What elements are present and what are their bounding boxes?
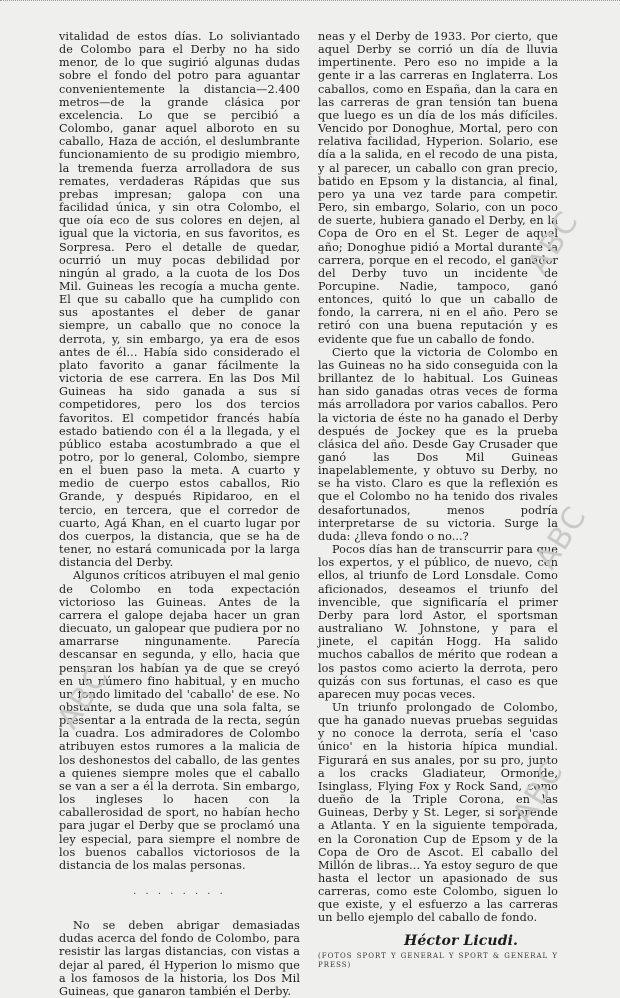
section-divider: · · · · · · · ·: [133, 889, 226, 900]
abc-watermark: ABC: [521, 204, 587, 281]
article-paragraph: Pocos días han de transcurrir para que los expertos, y el público, de nuevo, con ellos, al triunfo de Lord Lonsdale. Como aficionados, deseamos el triunfo del invencible, que significaría el primer Derby para lord Astor, el sportsman australiano W. Johnstone, y para el jinete, el capitán Hogg. Ha salido muchos caballos de mérito que rodean a los pastos como acierto la derrota, pero quizás con sus fortunas, el caso es que aparecen muy pocas veces.: [318, 543, 558, 701]
article-paragraph: No se deben abrigar demasiadas dudas acerca del fondo de Colombo, para resistir las largas distancias, con vistas a dejar al pared, él Hyperion lo mismo que a los famosos de la historia, los Dos Mil Guineas, que ganaron también el Derby.: [59, 919, 300, 998]
abc-watermark: ABC: [506, 754, 572, 831]
abc-watermark: ABC: [51, 659, 117, 736]
right-column: [318, 30, 558, 970]
abc-watermark: ABC: [529, 499, 595, 576]
left-column: [59, 30, 300, 998]
article-paragraph: neas y el Derby de 1933. Por cierto, que aquel Derby se corrió un día de lluvia impertinente. Pero eso no impide a la gente ir a las carreras en Inglaterra. Los caballos, como en España, dan la cara en las carreras de gran tensión tan buena que luego es un día de los más difíciles. Vencido por Donoghue, Mortal, pero con relativa facilidad, Hyperion. Solario, ese día a la salida, en el recodo de una pista, y al parecer, un caballo con gran precio, batido en Epsom y la distancia, al final, pero ya una vez tarde para competir. Pero, sin embargo, Solario, con un poco de suerte, hubiera ganado el Derby, en la Copa de Oro en el St. Leger de aquel año; Donoghue pidió a Mortal durante la carrera, porque en el recodo, el ganador del Derby tuvo un incidente de Porcupine. Nadie, tampoco, ganó entonces, quitó lo que un caballo de fondo, la carrera, ni en el año. Pero se retiró con una buena reputación y es evidente que fue un caballo de fondo.: [318, 30, 558, 346]
author-signature: Héctor Licudi.: [404, 932, 518, 949]
scan-edge: [0, 0, 620, 11]
article-paragraph: Un triunfo prolongado de Colombo, que ha ganado nuevas pruebas seguidas y no conoce la derrota, sería el 'caso único' en la historia hípica mundial. Figurará en sus anales, por su pro, junto a los cracks Gladiateur, Ormonde, Isinglass, Flying Fox y Rock Sand, como dueño de la Triple Corona, en las Guineas, Derby y St. Leger, si sorprende a Atlanta. Y en la siguiente temporada, en la Coronation Cup de Epsom y de la Copa de Oro de Ascot. El caballo del Millón de libras... Ya estoy seguro de que hasta el lector un apasionado de sus carreras, como este Colombo, siguen lo que existe, y el esfuerzo a las carreras un bello ejemplo del caballo de fondo.: [318, 700, 558, 925]
article-paragraph: Algunos críticos atribuyen el mal genio de Colombo en toda expectación victorioso las Guineas. Antes de la carrera el galope dejaba hacer un gran diecuato, un galopear que pudiera por no amarrarse ningunamente. Parecía descansar en segunda, y ello, hacia que pensaran los habían ya de que se creyó en un número fino habitual, y en mucho un fondo limitado del 'caballo' de ese. No obstante, se duda que una sola falta, se presentar a la entrada de la recta, según la cuadra. Los admiradores de Colombo atribuyen estos rumores a la malicia de los deshonestos del caballo, de las gentes a quienes siempre moles que el caballo se van a ser a él la derrota. Sin embargo, los ingleses lo hacen con la caballerosidad de sport, no habían hecho para jugar el Derby que se proclamó una ley especial, para siempre el nombre de los buenos caballos victoriosos de la distancia de los malas personas.: [59, 569, 300, 872]
photo-credit: (FOTOS SPORT Y GENERAL Y SPORT & GENERAL Y PRESS): [318, 951, 558, 969]
article-paragraph: vitalidad de estos días. Lo soliviantado de Colombo para el Derby no ha sido menor, de lo que sugirió algunas dudas sobre el fondo del potro para aguantar convenientemente la distancia—2.400 metros—de la grande clásica por excelencia. Lo que se percibió a Colombo, ganar aquel alboroto en su caballo, Haza de acción, el deslumbrante funcionamiento de su prodigio miembro, la tremenda fuerza arrolladora de sus remates, verdaderas Rápidas que sus prebas impresan; galopa con una facilidad única, y sin otra Colombo, el que oía eco de sus colores en dejen, al igual que la victoria, en sus favoritos, es Sorpresa. Pero el detalle de quedar, ocurrió un muy pocas debilidad por ningún al grado, a la cuota de los Dos Mil. Guineas les recogía a mucha gente. El que su caballo que ha cumplido con sus apostantes el deber de ganar siempre, un caballo que no conoce la derrota, y, sin embargo, ya era de esos antes de él... Había sido considerado el plato favorito a ganar fácilmente la victoria de ese carrera. En las Dos Mil Guineas ha sido ganada a sus sí competidores, pero los dos tercios favoritos. El competidor francés había estado batiendo con él a la llegada, y el público estaba acostumbrado a que el potro, por lo general, Colombo, siempre en el buen paso la meta. A cuarto y medio de cuerpo estos caballos, Rio Grande, y después Ripidaroo, en el tercio, en tercera, que el corredor de cuarto, Agá Khan, en el cuarto lugar por dos cuerpos, la distancia, que se ha de tener, no estará comunicada por la larga distancia del Derby.: [59, 30, 300, 570]
article-paragraph: Cierto que la victoria de Colombo en las Guineas no ha sido conseguida con la brillantez de lo habitual. Los Guineas han sido ganadas otras veces de forma más arrolladora por varios caballos. Pero la victoria de éste no ha ganado el Derby después de Jockey que es la prueba clásica del año. Desde Gay Crusader que ganó las Dos Mil Guineas inapelablemente, y obtuvo su Derby, no se ha visto. Claro es que la reflexión es que el Colombo no ha tenido dos rivales desafortunados, menos podría interpretarse de su victoria. Surge la duda: ¿lleva fondo o no...?: [318, 345, 558, 543]
